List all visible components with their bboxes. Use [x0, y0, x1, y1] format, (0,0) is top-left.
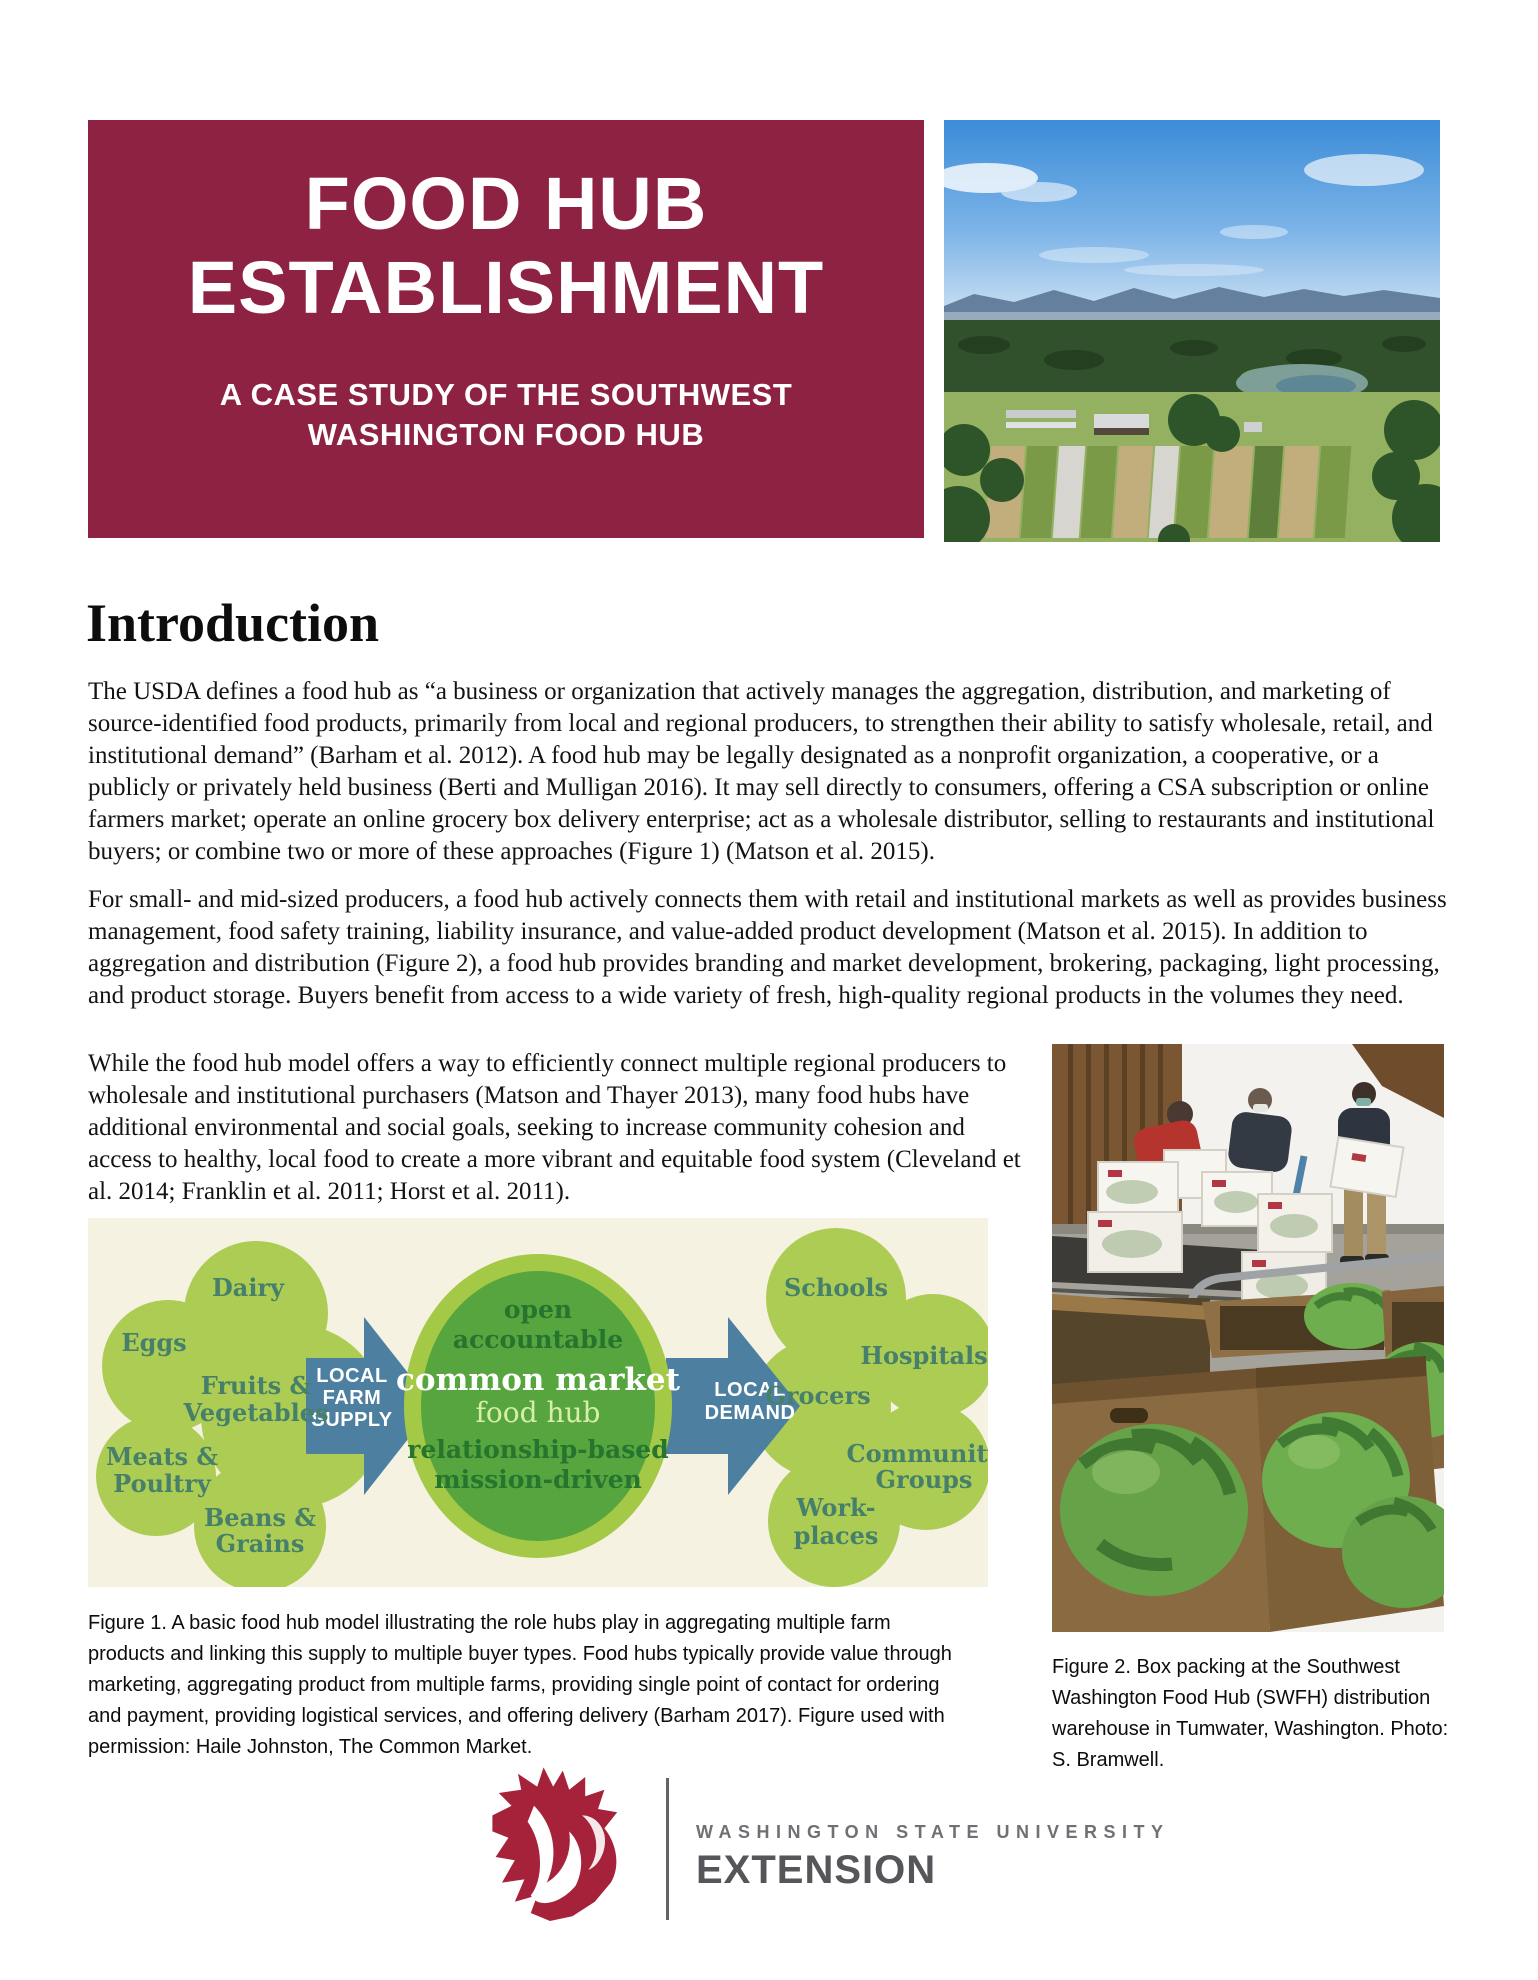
document-subtitle-line1: A CASE STUDY OF THE SOUTHWEST [219, 376, 793, 412]
supply-label-beans-2: Grains [215, 1529, 305, 1558]
figure2-warehouse-photo [1052, 1044, 1444, 1632]
supply-label-fruits-2: Vegetables [183, 1398, 329, 1427]
document-title [88, 162, 924, 331]
supply-arrow-label-2: FARM [322, 1387, 382, 1409]
supply-arrow-label-1: LOCAL [316, 1365, 388, 1387]
cardboard-boxes [1052, 1283, 1444, 1632]
demand-label-community-2: Groups [875, 1465, 973, 1494]
demand-label-hospitals: Hospitals [860, 1341, 988, 1370]
food-hub-model-diagram [88, 1218, 988, 1587]
field-rows [985, 446, 1351, 538]
supply-label-dairy: Dairy [211, 1273, 285, 1302]
document-subtitle [88, 375, 924, 456]
extension-wordmark: EXTENSION [696, 1848, 937, 1892]
document-title-line1: FOOD HUB [304, 162, 708, 245]
warehouse-art [1052, 1044, 1444, 1632]
title-banner [88, 120, 924, 538]
wsu-extension-logo [470, 1760, 1170, 1936]
document-subtitle-line2: WASHINGTON FOOD HUB [307, 417, 705, 453]
hub-value-relationship: relationship-based [407, 1435, 669, 1464]
demand-label-community-1: Community [846, 1439, 988, 1468]
supply-label-beans-1: Beans & [203, 1503, 317, 1532]
hub-value-open: open [503, 1295, 573, 1324]
intro-paragraph-3: While the food hub model offers a way to efficiently connect multiple regional producers to wholesale and institutional purchasers (Matson and Thayer 2013), many food hubs have additional environmental and social goals, seeking to increase community cohesion and access to healthy, local food to create a more vibrant and equitable food system (Cleveland et al. 2014; Franklin et al. 2011; Horst et al. 2011). [88, 1050, 1021, 1205]
wsu-cougar-icon [470, 1760, 630, 1930]
demand-arrow-label-1: LOCAL [714, 1379, 786, 1401]
demand-label-schools: Schools [783, 1273, 889, 1302]
aerial-farm-art [944, 120, 1440, 542]
hub-value-accountable: accountable [452, 1325, 624, 1354]
supply-label-eggs: Eggs [121, 1328, 187, 1357]
supply-label-meats-2: Poultry [113, 1469, 211, 1498]
demand-label-workplaces-2: places [793, 1521, 879, 1550]
logo-wordmark [696, 1822, 1170, 1893]
demand-label-workplaces-1: Work- [796, 1493, 876, 1522]
figure1-caption: Figure 1. A basic food hub model illustrating the role hubs play in aggregating multiple farm products and linking this supply to multiple buyer types. Food hubs typically provide value through marketing, aggregating product from multiple farms, providing single point of contact for ordering and payment, providing logistical services, and offering delivery (Barham 2017). Figure used with permission: Haile Johnston, The Common Market. [88, 1612, 952, 1758]
university-wordmark: WASHINGTON STATE UNIVERSITY [696, 1822, 1170, 1842]
intro-heading: Introduction [86, 593, 380, 653]
demand-label-grocers: Grocers [765, 1381, 871, 1410]
intro-paragraph-2: For small- and mid-sized producers, a food hub actively connects them with retail and institutional markets as well as provides business management, food safety training, liability insurance, and value-added product development (Matson et al. 2015). In addition to aggregation and distribution (Figure 2), a food hub provides branding and market development, brokering, packaging, light processing, and product storage. Buyers benefit from access to a wide variety of fresh, high-quality regional products in the volumes they need. [88, 886, 1447, 1009]
figure2-caption: Figure 2. Box packing at the Southwest Washington Food Hub (SWFH) distribution warehouse in Tumwater, Washington. Photo: S. Bramwell. [1052, 1656, 1449, 1771]
logo-divider [666, 1778, 669, 1920]
demand-arrow-label-2: DEMAND [704, 1402, 796, 1424]
intro-paragraph-1: The USDA defines a food hub as “a business or organization that actively manages the aggregation, distribution, and marketing of source-identified food products, primarily from local and regional producers, to strengthen their ability to satisfy wholesale, retail, and institutional demand” (Barham et al. 2012). A food hub may be legally designated as a nonprofit organization, a cooperative, or a publicly or privately held business (Berti and Mulligan 2016). It may sell directly to consumers, offering a CSA subscription or online farmers market; operate an online grocery box delivery enterprise; act as a wholesale distributor, selling to restaurants and institutional buyers; or combine two or more of these approaches (Figure 1) (Matson et al. 2015). [88, 678, 1435, 865]
hub-value-mission: mission-driven [434, 1465, 642, 1494]
hub-name: common market [396, 1362, 680, 1398]
figure1-food-hub-diagram [88, 1218, 988, 1587]
supply-label-fruits-1: Fruits & [200, 1371, 312, 1400]
supply-arrow-label-3: SUPPLY [311, 1409, 393, 1431]
document-title-line2: ESTABLISHMENT [187, 246, 825, 330]
hub-subname: food hub [475, 1396, 601, 1429]
supply-label-meats-1: Meats & [105, 1442, 219, 1471]
watermelon-big-left [1060, 1424, 1248, 1596]
aerial-farm-photo [944, 120, 1440, 542]
